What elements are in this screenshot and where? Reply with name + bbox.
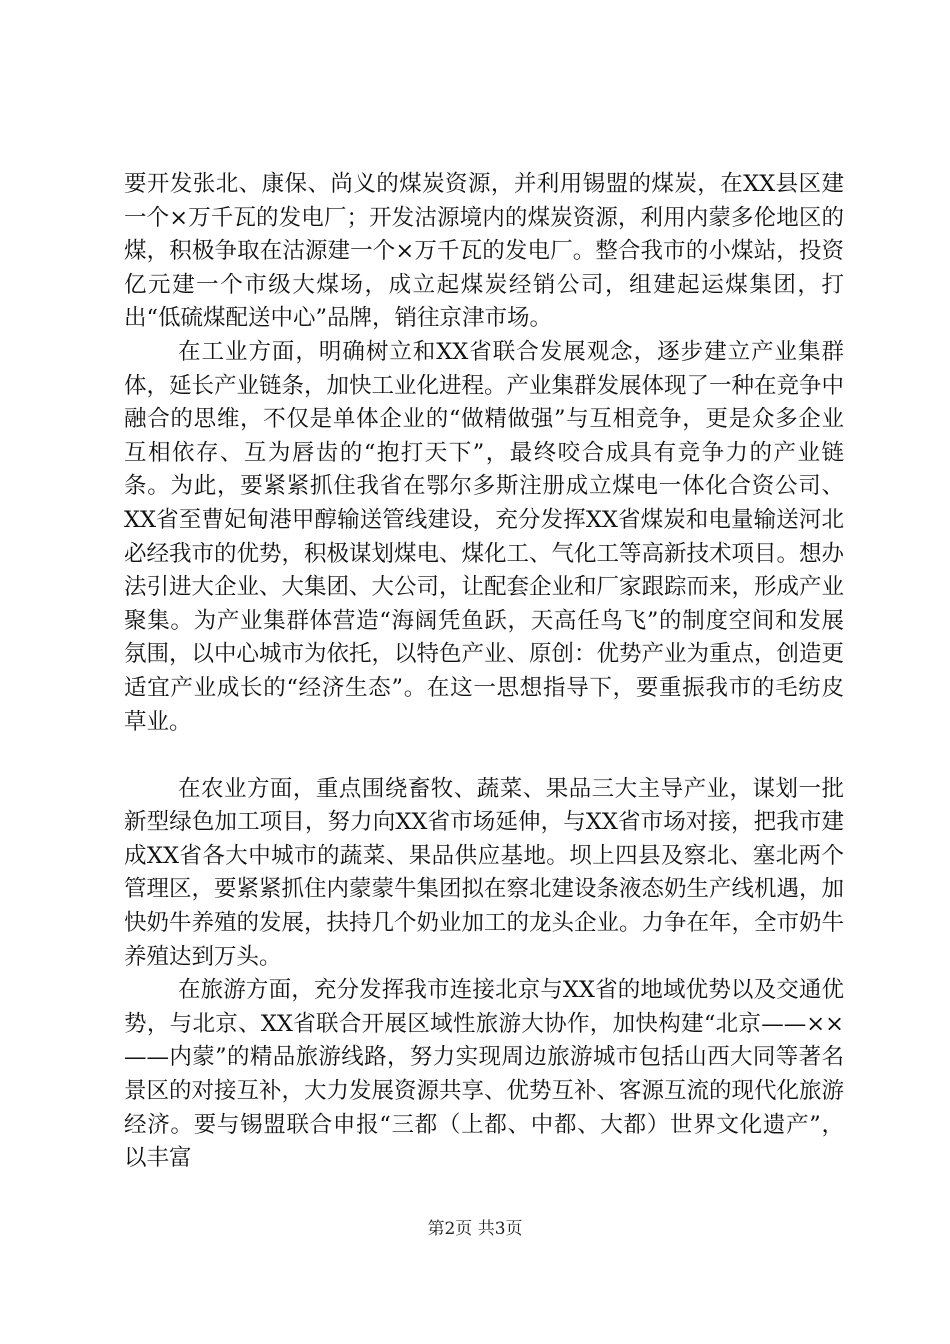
page-number-footer: 第2页 共3页: [427, 1219, 523, 1239]
document-body: [124, 168, 844, 1176]
paragraph-tourism: 在旅游方面，充分发挥我市连接北京与XX省的地域优势以及交通优势，与北京、XX省联合开展区域性旅游大协作，加快构建“北京——××——内蒙”的精品旅游线路，努力实现周边旅游城市包括山西大同等著名景区的对接互补，大力发展资源共享、优势互补、客源互流的现代化旅游经济。要与锡盟联合申报“三都（上都、中都、大都）世界文化遗产”，以丰富: [124, 977, 845, 1172]
paragraph-agriculture: 在农业方面，重点围绕畜牧、蔬菜、果品三大主导产业，谋划一批新型绿色加工项目，努力向XX省市场延伸，与XX省市场对接，把我市建成XX省各大中城市的蔬菜、果品供应基地。坝上四县及察北、塞北两个管理区，要紧紧抓住内蒙蒙牛集团拟在察北建设条液态奶生产线机遇，加快奶牛养殖的发展，扶持几个奶业加工的龙头企业。力争在年，全市奶牛养殖达到万头。: [124, 775, 845, 970]
paragraph-industry: 在工业方面，明确树立和XX省联合发展观念，逐步建立产业集群体，延长产业链条，加快工业化进程。产业集群发展体现了一种在竞争中融合的思维，不仅是单体企业的“做精做强”与互相竞争，更是众多企业互相依存、互为唇齿的“抱打天下”，最终咬合成具有竞争力的产业链条。为此，要紧紧抓住我省在鄂尔多斯注册成立煤电一体化合资公司、XX省至曹妃甸港甲醇输送管线建设，充分发挥XX省煤炭和电量输送河北必经我市的优势，积极谋划煤电、煤化工、气化工等高新技术项目。想办法引进大企业、大集团、大公司，让配套企业和厂家跟踪而来，形成产业聚集。为产业集群体营造“海阔凭鱼跃，天高任鸟飞”的制度空间和发展氛围，以中心城市为依托，以特色产业、原创：优势产业为重点，创造更适宜产业成长的“经济生态”。在这一思想指导下，要重振我市的毛纺皮草业。: [124, 338, 845, 735]
paragraph-coal: 要开发张北、康保、尚义的煤炭资源，并利用锡盟的煤炭，在XX县区建一个×万千瓦的发电厂；开发沽源境内的煤炭资源，利用内蒙多伦地区的煤，积极争取在沽源建一个×万千瓦的发电厂。整合我市的小煤站，投资亿元建一个市级大煤场，成立起煤炭经销公司，组建起运煤集团，打出“低硫煤配送中心”品牌，销往京津市场。: [124, 171, 844, 332]
